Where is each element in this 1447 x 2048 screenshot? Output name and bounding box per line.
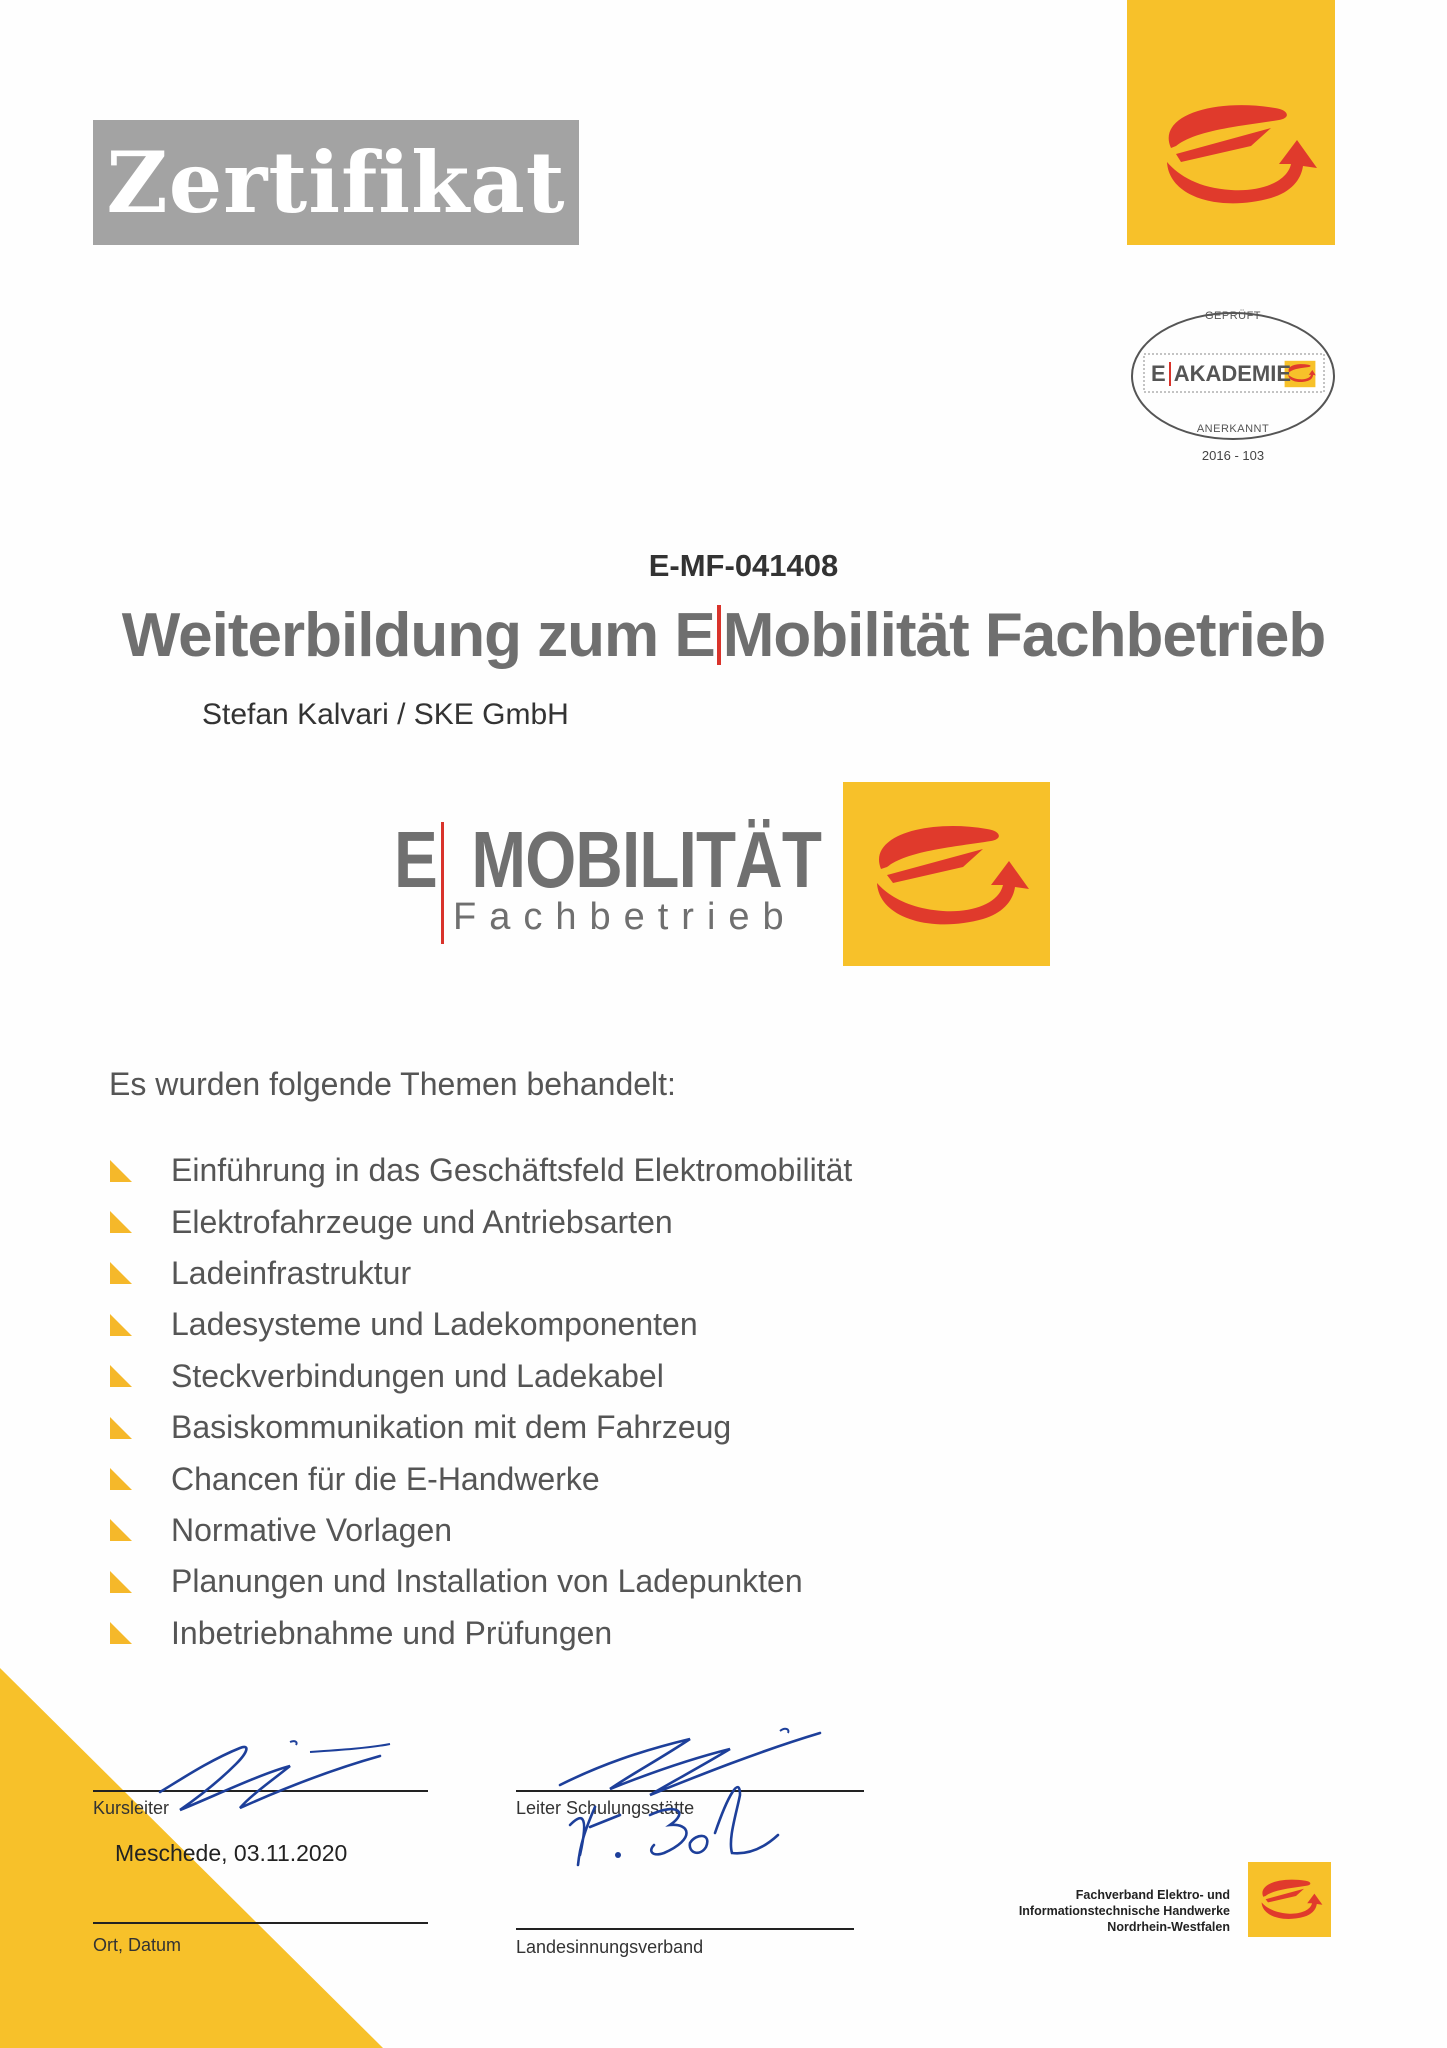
seal-ident: 2016 - 103 — [1201, 448, 1265, 463]
list-item — [108, 1402, 852, 1453]
seal-name-separator — [1169, 362, 1171, 386]
topic-text: Ladesysteme und Ladekomponenten — [171, 1306, 698, 1343]
headline-part2: Mobilität Fachbetrieb — [722, 601, 1326, 670]
triangle-marker-icon — [108, 1517, 134, 1543]
topic-text: Basiskommunikation mit dem Fahrzeug — [171, 1409, 732, 1446]
triangle-marker-icon — [108, 1260, 134, 1286]
title-box — [93, 120, 579, 245]
brand-main-e: E — [394, 815, 437, 904]
topic-text: Steckverbindungen und Ladekabel — [171, 1357, 664, 1394]
list-item — [108, 1299, 852, 1350]
footer-logo — [1248, 1862, 1331, 1937]
leiter-label: Leiter Schulungsstätte — [516, 1798, 695, 1818]
association-name — [960, 1887, 1230, 1935]
landesinnung-label: Landesinnungsverband — [516, 1937, 704, 1957]
kursleiter-signature — [140, 1730, 400, 1830]
page-title: Zertifikat — [106, 133, 566, 232]
list-item — [108, 1248, 852, 1299]
kursleiter-label: Kursleiter — [93, 1798, 170, 1818]
brand-logo — [843, 782, 1050, 966]
topic-text: Chancen für die E-Handwerke — [171, 1460, 600, 1497]
headline — [0, 600, 1447, 671]
list-item — [108, 1505, 852, 1556]
association-line-2: Informationstechnische Handwerke — [1018, 1904, 1230, 1918]
list-item — [108, 1196, 852, 1247]
list-item — [108, 1608, 852, 1659]
akademie-seal — [1128, 306, 1338, 471]
triangle-marker-icon — [108, 1312, 134, 1338]
association-line-3: Nordrhein-Westfalen — [1107, 1920, 1230, 1934]
e-check-swoosh-icon — [843, 782, 1050, 966]
recipient: Stefan Kalvari / SKE GmbH — [202, 698, 569, 731]
place-date-label: Ort, Datum — [93, 1935, 182, 1955]
seal-bottom-text: ANERKANNT — [1196, 423, 1270, 435]
brand-main — [394, 815, 822, 904]
seal-name — [1151, 358, 1291, 390]
leiter-signature — [540, 1715, 840, 1885]
topic-text: Planungen und Installation von Ladepunkten — [171, 1563, 803, 1600]
triangle-marker-icon — [108, 1569, 134, 1595]
certificate-number: E-MF-041408 — [648, 548, 839, 583]
topic-text: Normative Vorlagen — [171, 1511, 453, 1548]
seal-name-e: E — [1151, 361, 1166, 386]
topic-text: Elektrofahrzeuge und Antriebsarten — [171, 1203, 673, 1240]
place-date-line — [93, 1922, 428, 1924]
e-check-swoosh-icon — [1127, 0, 1335, 245]
list-item — [108, 1556, 852, 1607]
triangle-marker-icon — [108, 1209, 134, 1235]
triangle-marker-icon — [108, 1363, 134, 1389]
list-item — [108, 1351, 852, 1402]
brand-main-rest: MOBILITÄT — [471, 815, 822, 904]
landesinnung-line — [516, 1928, 854, 1930]
triangle-marker-icon — [108, 1466, 134, 1492]
topic-text: Ladeinfrastruktur — [171, 1254, 412, 1291]
top-logo — [1127, 0, 1335, 245]
topics-list — [108, 1145, 852, 1659]
brand-sub: Fachbetrieb — [453, 896, 797, 938]
triangle-marker-icon — [108, 1620, 134, 1646]
triangle-marker-icon — [108, 1415, 134, 1441]
topic-text: Inbetriebnahme und Prüfungen — [171, 1614, 613, 1651]
topics-intro: Es wurden folgende Themen behandelt: — [109, 1066, 676, 1102]
list-item — [108, 1145, 852, 1196]
association-line-1: Fachverband Elektro- und — [1075, 1888, 1230, 1902]
headline-part1: Weiterbildung zum E — [121, 601, 715, 670]
brand-separator — [441, 822, 444, 944]
seal-top-text: GEPRÜFT — [1204, 310, 1262, 322]
headline-separator — [717, 605, 721, 665]
topic-text: Einführung in das Geschäftsfeld Elektromobilität — [171, 1152, 853, 1189]
triangle-marker-icon — [108, 1158, 134, 1184]
list-item — [108, 1453, 852, 1504]
seal-name-rest: AKADEMIE — [1173, 361, 1292, 386]
place-date-value: Meschede, 03.11.2020 — [115, 1840, 348, 1866]
e-check-swoosh-icon — [1248, 1862, 1331, 1937]
